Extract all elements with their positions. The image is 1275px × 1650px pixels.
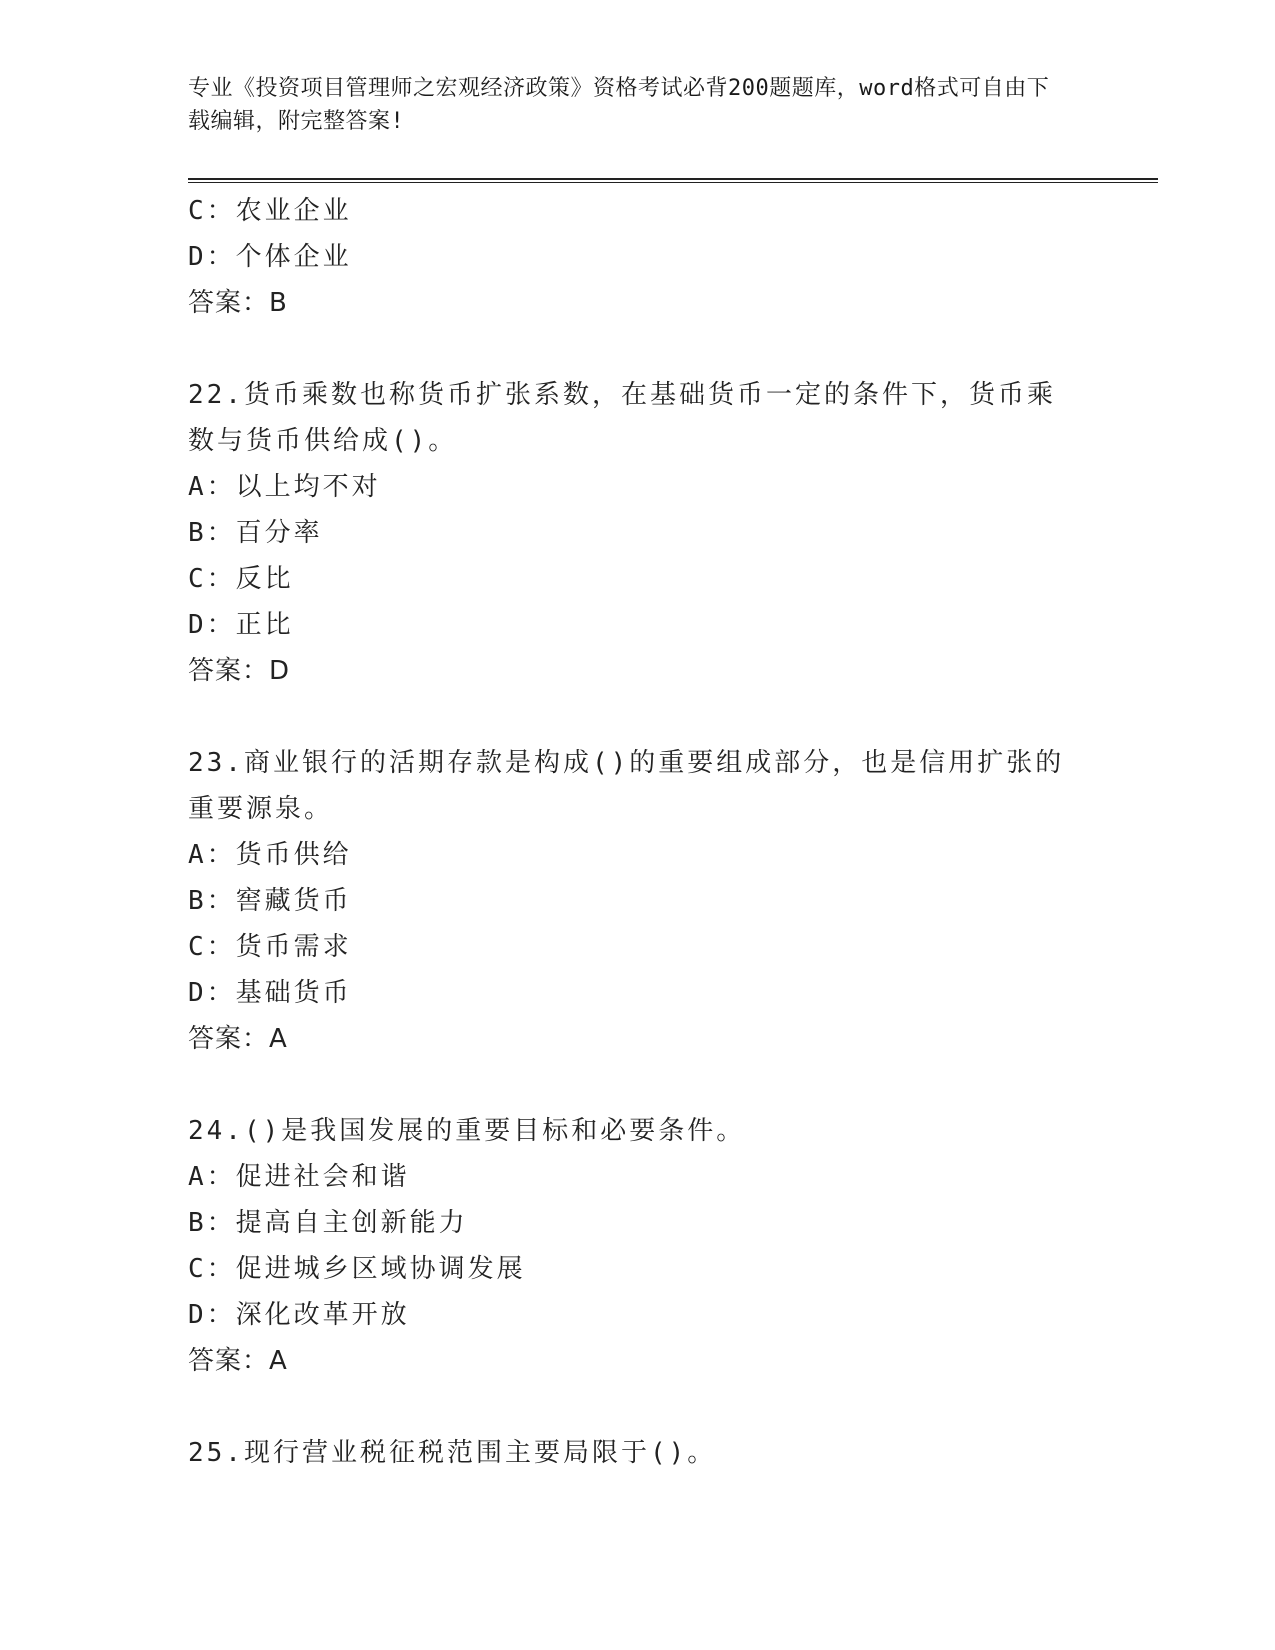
option-label: A [188, 1162, 207, 1192]
option-text: 百分率 [235, 518, 323, 548]
option-label: B [188, 886, 207, 916]
option-text: 货币需求 [235, 932, 352, 962]
spacer [188, 1384, 1088, 1430]
option-c: C：农业企业 [188, 196, 352, 226]
option-text: 提高自主创新能力 [235, 1208, 468, 1238]
option-text: 促进城乡区域协调发展 [235, 1254, 526, 1284]
option-text: 反比 [235, 564, 294, 594]
answer-line: 答案：B [188, 288, 288, 318]
option-text: 促进社会和谐 [235, 1162, 410, 1192]
option-a: A：促进社会和谐 [188, 1162, 410, 1192]
question-text [188, 740, 1078, 832]
answer-line: 答案：D [188, 656, 291, 686]
option-text: 窖藏货币 [235, 886, 352, 916]
option-label: C [188, 196, 207, 226]
question-number: 24. [188, 1116, 244, 1146]
option-text: 货币供给 [235, 840, 352, 870]
question-number: 25. [188, 1438, 244, 1468]
option-b: B：百分率 [188, 518, 323, 548]
option-d: D：个体企业 [188, 242, 352, 272]
option-label: D [188, 1300, 207, 1330]
option-text: 农业企业 [235, 196, 352, 226]
option-text: 基础货币 [235, 978, 352, 1008]
option-label: D [188, 242, 207, 272]
option-label: D [188, 978, 207, 1008]
option-label: B [188, 1208, 207, 1238]
option-label: C [188, 564, 207, 594]
option-label: C [188, 1254, 207, 1284]
question-text [188, 1430, 1078, 1476]
question-number: 23. [188, 748, 244, 778]
answer-line: 答案：A [188, 1024, 288, 1054]
spacer [188, 1062, 1088, 1108]
question-body: 现行营业税征税范围主要局限于()。 [243, 1438, 717, 1468]
option-b: B：提高自主创新能力 [188, 1208, 468, 1238]
option-a: A：货币供给 [188, 840, 352, 870]
option-c: C：促进城乡区域协调发展 [188, 1254, 526, 1284]
option-a: A：以上均不对 [188, 472, 381, 502]
option-label: C [188, 932, 207, 962]
option-d: D：正比 [188, 610, 294, 640]
question-number: 22. [188, 380, 244, 410]
question-body: ()是我国发展的重要目标和必要条件。 [243, 1116, 746, 1146]
option-c: C：货币需求 [188, 932, 352, 962]
spacer [188, 326, 1088, 372]
option-d: D：基础货币 [188, 978, 352, 1008]
option-label: D [188, 610, 207, 640]
option-label: A [188, 472, 207, 502]
option-d: D：深化改革开放 [188, 1300, 410, 1330]
question-body: 货币乘数也称货币扩张系数，在基础货币一定的条件下，货币乘数与货币供给成()。 [188, 380, 1056, 456]
option-text: 以上均不对 [235, 472, 381, 502]
document-body [188, 188, 1088, 1476]
option-label: B [188, 518, 207, 548]
question-text [188, 372, 1078, 464]
option-label: A [188, 840, 207, 870]
question-text [188, 1108, 1078, 1154]
spacer [188, 694, 1088, 740]
option-text: 个体企业 [235, 242, 352, 272]
option-c: C：反比 [188, 564, 294, 594]
answer-line: 答案：A [188, 1346, 288, 1376]
option-text: 正比 [235, 610, 294, 640]
document-header: 专业《投资项目管理师之宏观经济政策》资格考试必背200题题库，word格式可自由下载编辑，附完整答案! [188, 76, 1050, 134]
question-body: 商业银行的活期存款是构成()的重要组成部分，也是信用扩张的重要源泉。 [188, 748, 1065, 824]
option-b: B：窖藏货币 [188, 886, 352, 916]
header-divider [188, 178, 1158, 183]
option-text: 深化改革开放 [235, 1300, 410, 1330]
